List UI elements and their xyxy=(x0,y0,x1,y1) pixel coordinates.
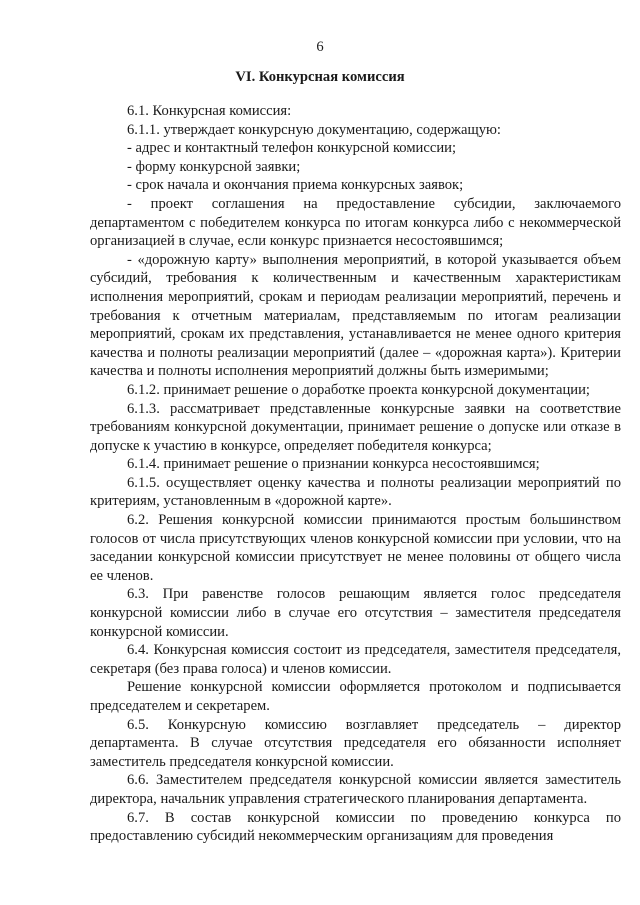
paragraph: 6.5. Конкурсную комиссию возглавляет председатель – директор департамента. В случае отсутствия председателя его обязанности исполняет заместитель председателя конкурсной комиссии. xyxy=(90,716,621,770)
paragraph: 6.1.4. принимает решение о признании конкурса несостоявшимся; xyxy=(127,456,540,473)
paragraph: - форму конкурсной заявки; xyxy=(127,158,301,175)
paragraph: 6.3. При равенстве голосов решающим является голос председателя конкурсной комиссии либо в случае его отсутствия – заместителя председателя конкурсной комиссии. xyxy=(90,586,621,640)
paragraph: - срок начала и окончания приема конкурсных заявок; xyxy=(127,177,464,194)
paragraph: 6.1.2. принимает решение о доработке проекта конкурсной документации; xyxy=(127,381,590,398)
paragraph: - проект соглашения на предоставление субсидии, заключаемого департаментом с победителем конкурса по итогам конкурса либо с некоммерческой организацией в случае, если конкурс признается несостоявшимся; xyxy=(90,195,621,250)
paragraph: 6.1. Конкурсная комиссия: xyxy=(127,103,292,119)
section-title: VI. Конкурсная комиссия xyxy=(235,69,405,85)
paragraph: 6.7. В состав конкурсной комиссии по проведению конкурса по предоставлению субсидий некоммерческим организациям для проведения xyxy=(90,809,621,845)
paragraph: - адрес и контактный телефон конкурсной комиссии; xyxy=(127,140,456,157)
document-body xyxy=(90,102,621,846)
paragraph: 6.6. Заместителем председателя конкурсной комиссии является заместитель директора, начальник управления стратегического планирования департамента. xyxy=(90,772,621,807)
paragraph: 6.1.1. утверждает конкурсную документацию, содержащую: xyxy=(127,121,501,138)
paragraph: Решение конкурсной комиссии оформляется протоколом и подписывается председателем и секретарем. xyxy=(90,679,621,714)
paragraph: - «дорожную карту» выполнения мероприятий, в которой указывается объем субсидий, требования к количественным и качественным характеристикам исполнения мероприятий, срокам и периодам реализации мероприятий, перечень и требования к отчетным материалам, представляемым по итогам реализации мероприятий, срокам их представления, устанавливается не менее одного критерия качества и полноты реализации мероприятий (далее – «дорожная карта»). Критерии качества и полноты исполнения мероприятий должны быть измеримыми; xyxy=(90,251,621,380)
page-number: 6 xyxy=(316,39,324,55)
paragraph: 6.2. Решения конкурсной комиссии принимаются простым большинством голосов от числа присутствующих членов конкурсной комиссии при условии, что на заседании конкурсной комиссии присутствует не менее половины от общего числа ее членов. xyxy=(90,512,621,584)
paragraph: 6.4. Конкурсная комиссия состоит из председателя, заместителя председателя, секретаря (без права голоса) и членов комиссии. xyxy=(90,642,621,677)
paragraph: 6.1.5. осуществляет оценку качества и полноты реализации мероприятий по критериям, установленным в «дорожной карте». xyxy=(90,474,621,510)
paragraph: 6.1.3. рассматривает представленные конкурсные заявки на соответствие требованиям конкурсной документации, принимает решение о допуске или отказе в допуске к участию в конкурсе, определяет победителя конкурса; xyxy=(90,400,621,454)
